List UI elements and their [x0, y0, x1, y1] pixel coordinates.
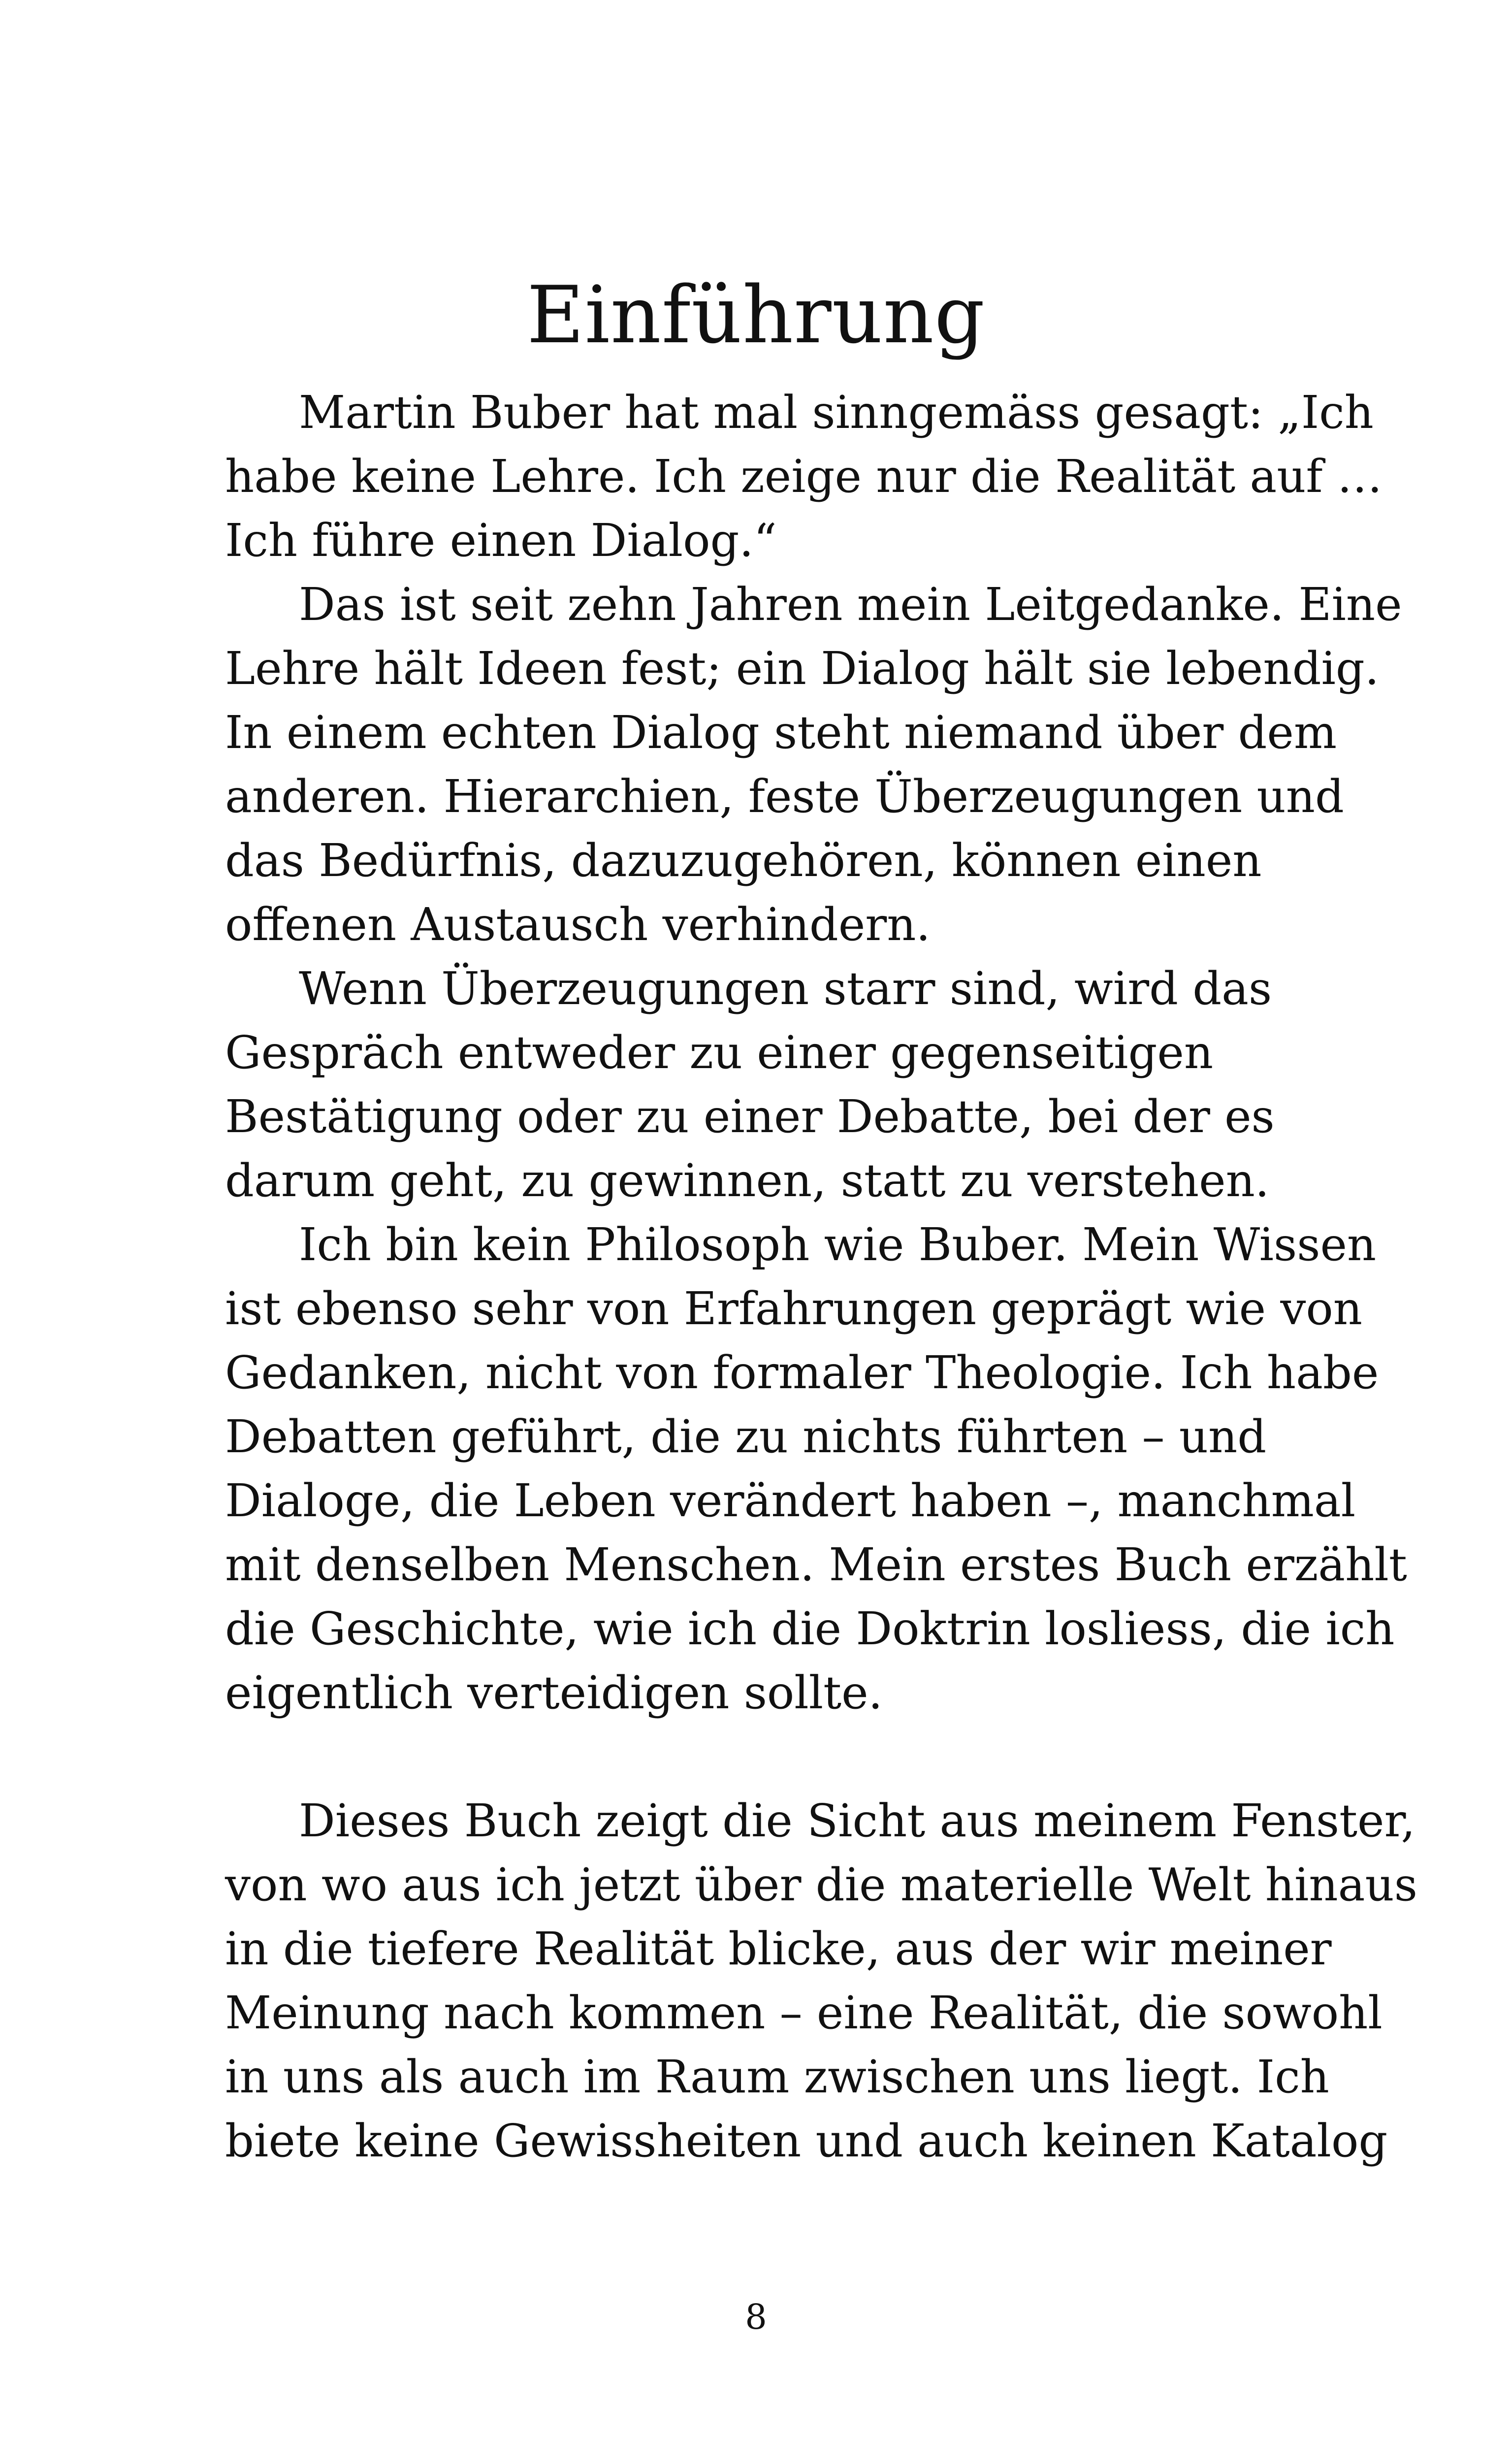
text-line: Ich führe einen Dialog.“: [225, 514, 777, 567]
text-line: in die tiefere Realität blicke, aus der wir meiner: [225, 1922, 1332, 1975]
text-line: eigentlich verteidigen sollte.: [225, 1666, 883, 1719]
text-line: Martin Buber hat mal sinngemäss gesagt: „Ich: [299, 386, 1374, 439]
text-line: Debatten geführt, die zu nichts führten – und: [225, 1410, 1267, 1463]
text-line: Gespräch entweder zu einer gegenseitigen: [225, 1026, 1214, 1079]
text-line: Bestätigung oder zu einer Debatte, bei der es: [225, 1090, 1275, 1143]
text-line: Das ist seit zehn Jahren mein Leitgedanke. Eine: [299, 578, 1402, 631]
text-line: biete keine Gewissheiten und auch keinen Katalog: [225, 2115, 1388, 2167]
text-line: mit denselben Menschen. Mein erstes Buch erzählt: [225, 1538, 1407, 1591]
text-line: In einem echten Dialog steht niemand über dem: [225, 706, 1337, 759]
text-line: habe keine Lehre. Ich zeige nur die Realität auf …: [225, 450, 1383, 503]
text-line: Lehre hält Ideen fest; ein Dialog hält sie lebendig.: [225, 642, 1380, 695]
text-line: in uns als auch im Raum zwischen uns liegt. Ich: [225, 2051, 1329, 2103]
text-line: anderen. Hierarchien, feste Überzeugungen und: [225, 770, 1344, 823]
page-number: 8: [745, 2297, 767, 2337]
text-line: Gedanken, nicht von formaler Theologie. Ich habe: [225, 1346, 1379, 1399]
body-text: [225, 381, 1417, 2173]
text-line: Wenn Überzeugungen starr sind, wird das: [299, 962, 1272, 1015]
text-line: darum geht, zu gewinnen, statt zu verstehen.: [225, 1154, 1270, 1207]
text-line: offenen Austausch verhindern.: [225, 898, 931, 951]
text-line: das Bedürfnis, dazuzugehören, können einen: [225, 834, 1262, 887]
text-line: ist ebenso sehr von Erfahrungen geprägt wie von: [225, 1282, 1362, 1335]
text-line: Meinung nach kommen – eine Realität, die sowohl: [225, 1987, 1383, 2039]
text-line: die Geschichte, wie ich die Doktrin losliess, die ich: [225, 1602, 1395, 1655]
chapter-title: Einführung: [526, 269, 986, 361]
text-line: Dialoge, die Leben verändert haben –, manchmal: [225, 1474, 1356, 1527]
text-line: von wo aus ich jetzt über die materielle Welt hinaus: [225, 1858, 1417, 1911]
text-line: Ich bin kein Philosoph wie Buber. Mein Wissen: [299, 1218, 1377, 1271]
text-line: Dieses Buch zeigt die Sicht aus meinem Fenster,: [299, 1794, 1415, 1847]
paragraph-gap: [225, 1725, 1308, 1789]
